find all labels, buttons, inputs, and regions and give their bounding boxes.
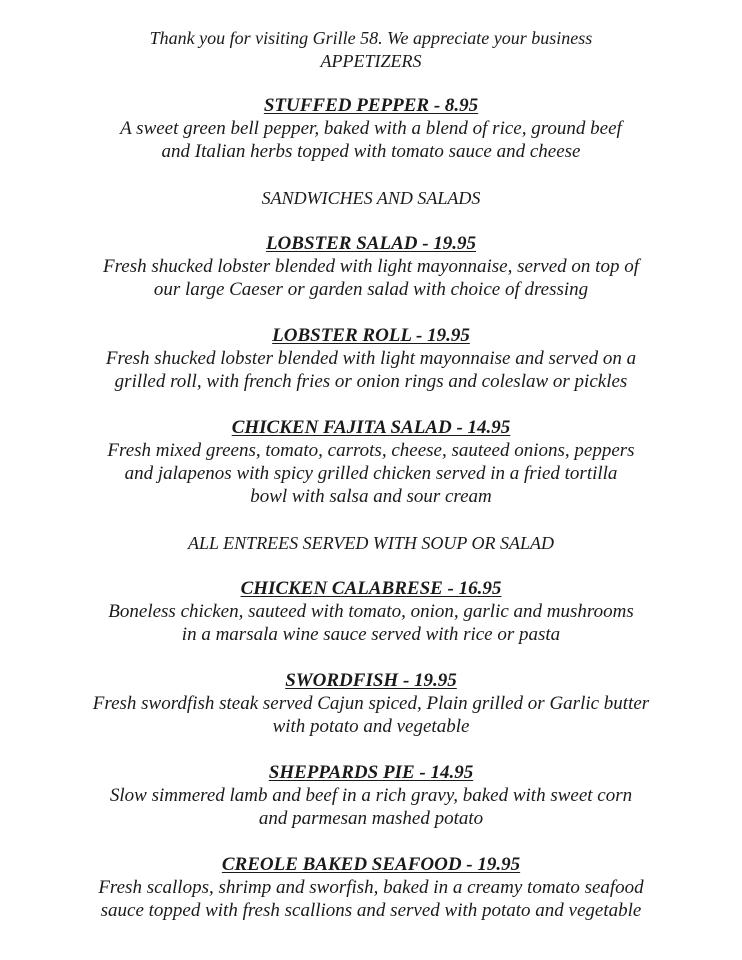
menu-item-title: CHICKEN CALABRESE - 16.95: [240, 578, 502, 599]
menu-item-description: and Italian herbs topped with tomato sauce and cheese: [161, 141, 581, 162]
menu-item-description: our large Caeser or garden salad with choice of dressing: [153, 279, 589, 300]
menu-item-description: Fresh shucked lobster blended with light mayonnaise and served on a: [105, 348, 637, 369]
menu-item-description: Fresh swordfish steak served Cajun spiced, Plain grilled or Garlic butter: [92, 693, 650, 714]
menu-item-description: grilled roll, with french fries or onion rings and coleslaw or pickles: [114, 371, 628, 392]
menu-item-description: with potato and vegetable: [272, 716, 470, 737]
entrees-header: ALL ENTREES SERVED WITH SOUP OR SALAD: [187, 533, 554, 553]
menu-item-title: SHEPPARDS PIE - 14.95: [268, 762, 474, 783]
menu-item-description: A sweet green bell pepper, baked with a blend of rice, ground beef: [120, 118, 622, 139]
menu-item-title: STUFFED PEPPER - 8.95: [263, 95, 479, 116]
menu-item-title: CREOLE BAKED SEAFOOD - 19.95: [221, 854, 521, 875]
menu-item-description: in a marsala wine sauce served with rice or pasta: [181, 624, 561, 645]
menu-item-description: Fresh shucked lobster blended with light mayonnaise, served on top of: [103, 256, 639, 277]
menu-item-description: Fresh mixed greens, tomato, carrots, cheese, sauteed onions, peppers: [107, 440, 635, 461]
menu-item-title: LOBSTER ROLL - 19.95: [272, 325, 470, 346]
menu-item-description: bowl with salsa and sour cream: [250, 486, 492, 507]
menu-item-description: Slow simmered lamb and beef in a rich gravy, baked with sweet corn: [109, 785, 633, 806]
menu-item-title: CHICKEN FAJITA SALAD - 14.95: [231, 417, 511, 438]
menu-item-description: and jalapenos with spicy grilled chicken served in a fried tortilla: [124, 463, 618, 484]
menu-item-title: LOBSTER SALAD - 19.95: [265, 233, 477, 254]
appetizers-header: APPETIZERS: [320, 51, 422, 71]
menu-item-title: SWORDFISH - 19.95: [285, 670, 457, 691]
menu-item-description: Fresh scallops, shrimp and sworfish, baked in a creamy tomato seafood: [98, 877, 644, 898]
menu-item-description: and parmesan mashed potato: [258, 808, 484, 829]
menu-item-description: sauce topped with fresh scallions and served with potato and vegetable: [100, 900, 642, 921]
menu-item-description: Boneless chicken, sauteed with tomato, onion, garlic and mushrooms: [108, 601, 634, 622]
thank-you-line: Thank you for visiting Grille 58. We appreciate your business: [149, 28, 593, 48]
sandwiches-salads-header: SANDWICHES AND SALADS: [261, 188, 481, 208]
